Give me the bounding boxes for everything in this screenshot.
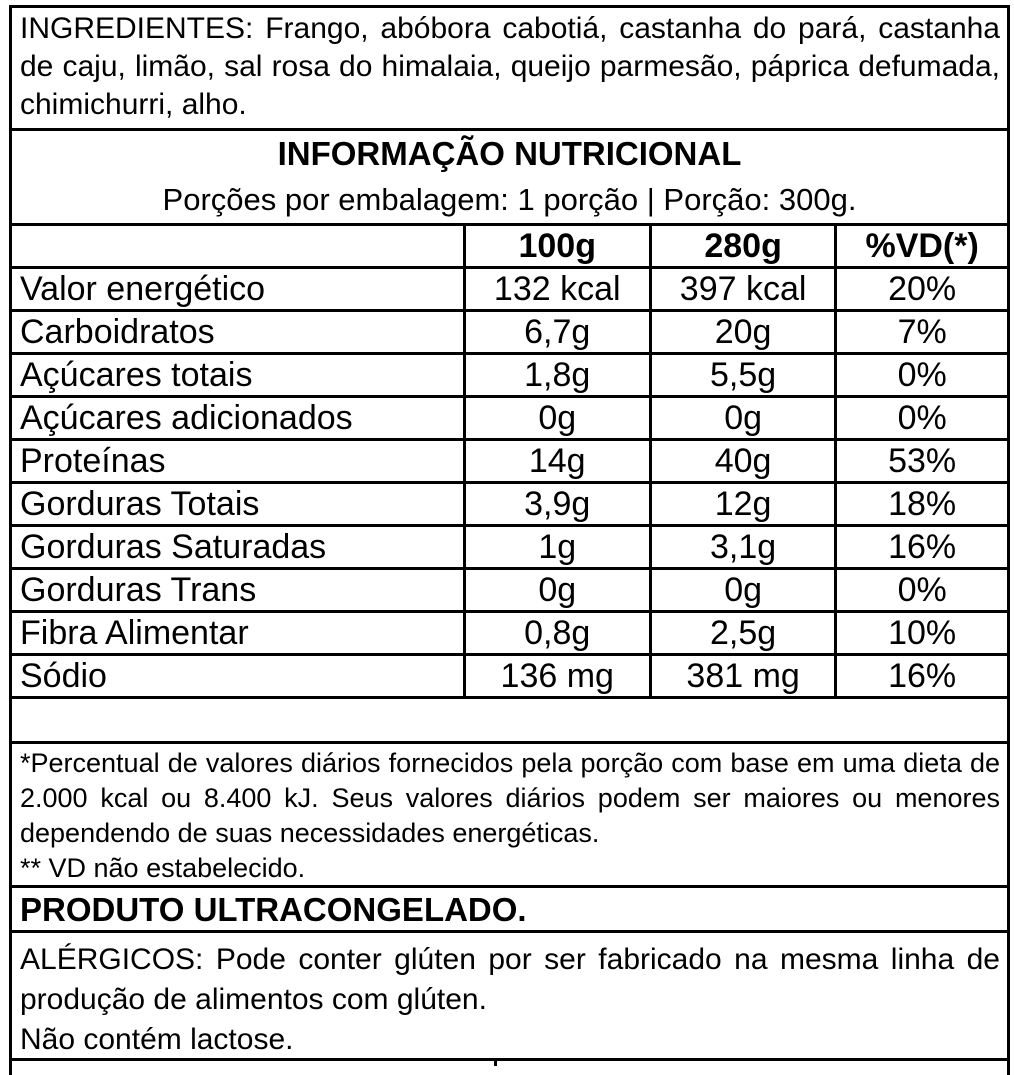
value-100g: 136 mg: [464, 655, 650, 698]
table-row: [11, 354, 1009, 397]
value-portion: 40g: [650, 440, 835, 483]
table-row: [11, 655, 1009, 698]
value-100g: 1g: [464, 526, 650, 569]
header-100g: 100g: [464, 225, 650, 268]
nutrient-name: Carboidratos: [11, 311, 465, 354]
divider: [9, 741, 1010, 744]
allergens: [20, 940, 1000, 1060]
table-row: [11, 569, 1009, 612]
frozen-notice: PRODUTO ULTRACONGELADO.: [20, 891, 527, 928]
nutrition-table: [9, 223, 1010, 699]
value-100g: 1,8g: [464, 354, 650, 397]
nutrition-title: INFORMAÇÃO NUTRICIONAL: [277, 135, 742, 172]
nutrient-name: Sódio: [11, 655, 465, 698]
value-portion: 20g: [650, 311, 835, 354]
portions-text: Porções por embalagem: 1 porção | Porção: 300g.: [162, 182, 857, 217]
divider: [494, 1058, 497, 1066]
value-portion: 0g: [650, 569, 835, 612]
value-100g: 3,9g: [464, 483, 650, 526]
value-vd: 53%: [836, 440, 1009, 483]
value-portion: 397 kcal: [650, 268, 835, 311]
lactose-notice: Não contém lactose.: [20, 1023, 294, 1056]
value-portion: 381 mg: [650, 655, 835, 698]
nutrient-name: Açúcares adicionados: [11, 397, 465, 440]
value-vd: 10%: [836, 612, 1009, 655]
value-100g: 6,7g: [464, 311, 650, 354]
value-100g: 0,8g: [464, 612, 650, 655]
value-vd: 0%: [836, 354, 1009, 397]
nutrient-name: Proteínas: [11, 440, 465, 483]
value-100g: 0g: [464, 397, 650, 440]
value-vd: 20%: [836, 268, 1009, 311]
footnote: [20, 746, 1000, 886]
nutrient-name: Açúcares totais: [11, 354, 465, 397]
ingredients-list: Frango, abóbora cabotiá, castanha do pará, castanha de caju, limão, sal rosa do himalaia, queijo parmesão, páprica defumada, chimichurri, alho.: [20, 12, 1000, 121]
value-100g: 0g: [464, 569, 650, 612]
value-portion: 3,1g: [650, 526, 835, 569]
ingredients-label: INGREDIENTES:: [20, 12, 254, 45]
value-vd: 0%: [836, 569, 1009, 612]
value-vd: 7%: [836, 311, 1009, 354]
nutrient-name: Gorduras Trans: [11, 569, 465, 612]
value-portion: 12g: [650, 483, 835, 526]
table-row: [11, 612, 1009, 655]
header-portion: 280g: [650, 225, 835, 268]
table-row: [11, 311, 1009, 354]
value-portion: 2,5g: [650, 612, 835, 655]
divider: [9, 128, 1010, 131]
nutrient-name: Valor energético: [11, 268, 465, 311]
value-100g: 14g: [464, 440, 650, 483]
value-portion: 5,5g: [650, 354, 835, 397]
value-vd: 18%: [836, 483, 1009, 526]
value-vd: 16%: [836, 655, 1009, 698]
table-row: [11, 397, 1009, 440]
footnote-vd: *Percentual de valores diários fornecidos pela porção com base em uma dieta de 2.000 kcal ou 8.400 kJ. Seus valores diários podem ser maiores ou menores dependendo de suas necessidades energéticas.: [20, 748, 1000, 848]
value-portion: 0g: [650, 397, 835, 440]
divider: [9, 930, 1010, 933]
value-vd: 0%: [836, 397, 1009, 440]
divider: [9, 1058, 1010, 1061]
header-empty: [11, 225, 465, 268]
table-row: [11, 440, 1009, 483]
table-row: [11, 268, 1009, 311]
nutrient-name: Gorduras Totais: [11, 483, 465, 526]
table-row: [11, 526, 1009, 569]
table-header-row: [11, 225, 1009, 268]
nutrient-name: Fibra Alimentar: [11, 612, 465, 655]
table-row: [11, 483, 1009, 526]
value-vd: 16%: [836, 526, 1009, 569]
value-100g: 132 kcal: [464, 268, 650, 311]
nutrient-name: Gorduras Saturadas: [11, 526, 465, 569]
footnote-not-established: ** VD não estabelecido.: [20, 853, 306, 883]
divider: [9, 885, 1010, 888]
header-vd: %VD(*): [836, 225, 1009, 268]
allergens-warning: ALÉRGICOS: Pode conter glúten por ser fabricado na mesma linha de produção de alimentos com glúten.: [20, 943, 1000, 1016]
ingredients-text: [20, 10, 1000, 124]
